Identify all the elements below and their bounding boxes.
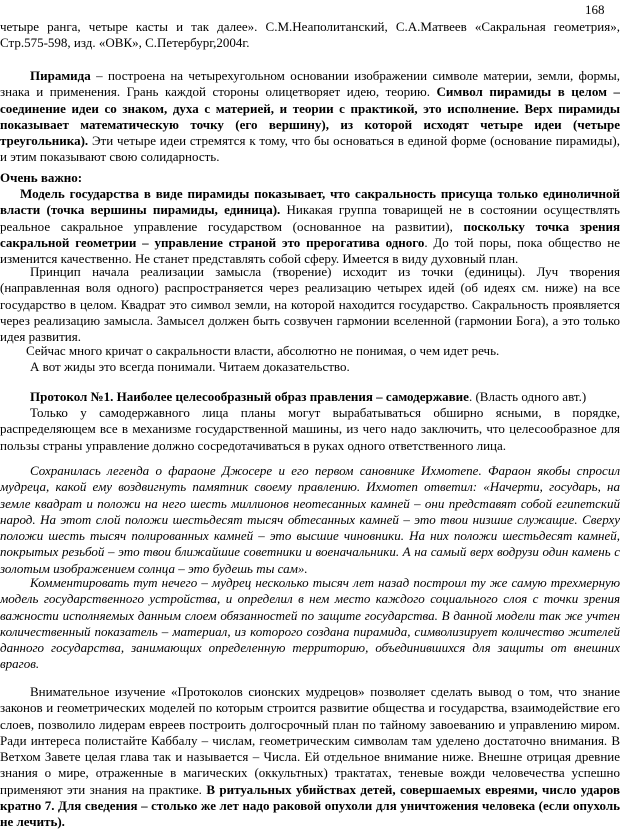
legend-paragraph: Сохранилась легенда о фараоне Джосере и его первом сановнике Ихмотепе. Фараон якобы спросил мудреца, какой ему воздвигнуть памятник своему правлению. Ихмотеп ответил: «Начерти, государь, на земле квадрат и положи на него шесть миллионов неотесанных камней – они представят собой египетский народ. На этот слой положи шестьдесят тысяч обтесанных камней – это твои низшие служащие. Сверху положи шесть тысяч полированных камней – это высшие чиновники. На них положи шестьдесят камней, покрытых резьбой – это твои ближайшие советники и военачальники. А на самый верх водрузи один камень с золотым изображением солнца – это будешь ты сам».: [0, 463, 620, 576]
protocol-title: Протокол №1. Наиболее целесообразный образ правления – самодержавие: [30, 389, 469, 404]
page-number: 168: [585, 2, 605, 17]
reference-paragraph: четыре ранга, четыре касты и так далее». С.М.Неаполитанский, С.А.Матвеев «Сакральная геометрия», Стр.575-598, изд. «ОВК», С.Петербург,2004г.: [0, 19, 620, 51]
study-bold-text: В ритуальных убийствах детей, совершаемых евреями, число ударов кратно 7. Для сведения – столько же лет надо раковой опухоли для уничтожения человека (если опухоль не лечить).: [0, 781, 620, 830]
important-paragraph-3: Сейчас много кричат о сакральности власти, абсолютно не понимая, о чем идет речь.: [26, 343, 500, 358]
commentary-paragraph: Комментировать тут нечего – мудрец несколько тысяч лет назад построил ту же самую трехмерную модель государственного устройства, и определил в нем место каждого социального слоя с точки зрения важности исполняемых данным слоем обязанностей по защите государства. В данной модели так же учтен количественный показатель – материал, из которого создана пирамида, символизирует количество жителей данного государства, занимающих определенную территорию, объединившихся для защиты от внешних врагов.: [0, 575, 620, 672]
pyramid-bold-text: Символ пирамиды в целом – соединение идеи со знаком, духа с материей, и теории с практикой, это исполнение. Верх пирамиды показывает математическую точку (его вершину), из которой исходят четыре идеи (четыре треугольника).: [0, 84, 620, 149]
study-paragraph: [0, 684, 620, 831]
important-heading: Очень важно:: [0, 170, 83, 185]
protocol-note: . (Власть одного авт.): [468, 389, 587, 404]
pyramid-text-1: – построена на четырехугольном основании изображении символе материи, земли, формы, знака и применения. Грань каждой стороны олицетворяет идею, теорию.: [0, 68, 620, 100]
important-bold-1: Модель государства в виде пирамиды показывает, что сакральность присуща только единоличной власти (точка вершины пирамиды, единица).: [0, 186, 620, 218]
important-paragraph-2: Принцип начала реализации замысла (творение) исходит из точки (единицы). Луч творения (направленная воля одного) распространяется через реализацию четырех идей (об идеях см. ниже) на все государство в целом. Квадрат это символ земли, на которой находится государство. Сакральность проявляется через реализацию замысла. Замысел должен быть созвучен гармонии вселенной (гармонии Бога), а это только идея развития.: [0, 264, 620, 345]
important-bold-2: поскольку точка зрения сакральной геометрии – управление страной это прерогатива одного: [0, 218, 620, 250]
pyramid-text-2: Эти четыре идеи стремятся к тому, что бы основаться в единой форме (основание пирамиды), и этим показывают свою солидарность.: [0, 133, 620, 165]
pyramid-paragraph: [0, 68, 620, 166]
important-paragraph-4: А вот жиды это всегда понимали. Читаем доказательство.: [30, 359, 350, 374]
protocol-paragraph: Только у самодержавного лица планы могут вырабатываться обширно ясными, в порядке, распределяющем все в механизме государственной машины, из чего надо заключить, что целесообразное для пользы страны управление должно сосредотачиваться в руках одного ответственного лица.: [0, 405, 620, 453]
pyramid-term: Пирамида: [30, 68, 91, 83]
important-text-2: . До той поры, пока общество не изменится качественно. Не станет представлять собой сферу. Имеется в виду духовный план.: [0, 234, 620, 267]
protocol-heading: [0, 389, 620, 405]
important-paragraph-1: [0, 186, 620, 267]
important-text-1: Никакая группа товарищей не в состоянии осуществлять реальное сакральное управление государством (основанное на развитии),: [0, 202, 620, 234]
study-text: Внимательное изучение «Протоколов сионских мудрецов» позволяет сделать вывод о том, что знание законов и геометрических моделей по которым строится развитие общества и государства, взаимодействие его слоев, позволило лидерам евреев построить долгосрочный план по тайному завоеванию и управлению миром. Ради интереса полистайте Каббалу – числам, геометрическим символам там уделено достаточно внимания. В Ветхом Завете целая глава так и называется – Числа. Ей отдельное внимание ниже. Внешне отрицая древние знания о мире, отраженные в магических (оккультных) трактатах, теневые вожди человечества успешно применяют эти знания на практике.: [0, 684, 620, 797]
